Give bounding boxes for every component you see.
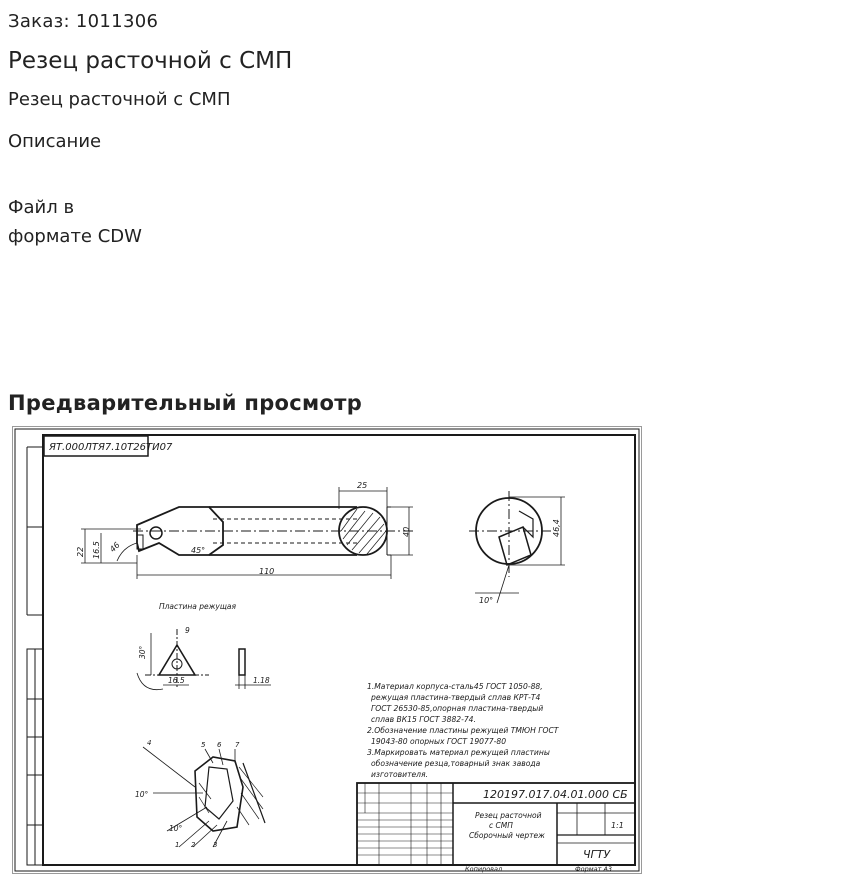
note-line-4: сплав ВК15 ГОСТ 3882-74.: [371, 715, 476, 724]
dim-22: 22: [76, 546, 85, 557]
description-label: Описание: [8, 131, 102, 152]
dim-110: 110: [259, 567, 275, 576]
angle-45: 45°: [191, 546, 206, 555]
note-line-5: 2.Обозначение пластины режущей ТМЮН ГОСТ: [367, 726, 559, 735]
angle-30: 30°: [138, 645, 147, 659]
code-stamp-text: ЯТ.000ЛТЯ7.10Т26ТИ07: [49, 442, 173, 453]
dim-46-4: 46,4: [552, 519, 561, 537]
order-number: Заказ: 1011306: [8, 11, 159, 32]
stamp-scale: 1:1: [611, 821, 624, 830]
page-title: Резец расточной с СМП: [8, 48, 293, 74]
preview-heading: Предварительный просмотр: [8, 391, 363, 415]
angle-46: 46: [108, 540, 122, 555]
plate-detail: [137, 629, 271, 690]
file-format-line2: формате CDW: [8, 226, 142, 247]
tool-main-view: [81, 487, 413, 579]
stamp-organization: ЧГТУ: [583, 848, 611, 861]
callout-6: 6: [217, 741, 222, 749]
angle-10-end: 10°: [479, 596, 494, 605]
stamp-format: Формат А3: [575, 865, 613, 873]
file-format-line1: Файл в: [8, 197, 75, 218]
document-code: 120197.017.04.01.000 СБ: [483, 788, 628, 801]
plate-caption: Пластина режущая: [159, 602, 237, 611]
dim-25: 25: [357, 481, 368, 490]
callout-5: 5: [201, 741, 206, 749]
dim-9: 9: [185, 626, 190, 635]
note-line-2: режущая пластина-твердый сплав КРТ-Т4: [371, 693, 541, 702]
dim-16-5: 16.5: [92, 541, 101, 559]
stamp-name-2: с СМП: [489, 821, 513, 830]
technical-drawing: [13, 427, 641, 873]
technical-notes: [367, 682, 560, 779]
stamp-name-3: Сборочный чертеж: [469, 831, 545, 840]
product-subtitle: Резец расточной с СМП: [8, 89, 231, 110]
stamp-name-1: Резец расточной: [475, 811, 542, 820]
note-line-7: 3.Маркировать материал режущей пластины: [367, 748, 550, 757]
callout-1: 1: [175, 841, 180, 849]
section-view: [143, 747, 265, 847]
note-line-8: обозначение резца,товарный знак завода: [371, 759, 541, 768]
callout-4: 4: [147, 739, 152, 747]
outer-frame: [15, 429, 639, 871]
dim-40: 40: [402, 526, 411, 537]
tool-end-view: [469, 491, 565, 603]
callout-7: 7: [235, 741, 240, 749]
dim-plate-16-5: 16.5: [168, 676, 185, 685]
angle-10-section-b: 10°: [169, 824, 183, 833]
dim-1-18: 1.18: [253, 676, 270, 685]
note-line-6: 19043-80 опорных ГОСТ 19077-80: [371, 737, 507, 746]
angle-10-section: 10°: [135, 790, 149, 799]
preview-image[interactable]: [12, 426, 642, 874]
file-format-info: [8, 193, 142, 251]
callout-2: 2: [191, 841, 196, 849]
left-strip: [27, 447, 43, 865]
note-line-3: ГОСТ 26530-85,опорная пластина-твердый: [371, 704, 544, 713]
callout-3: 3: [213, 841, 218, 849]
note-line-9: изготовителя.: [371, 770, 429, 779]
stamp-copied: Копировал: [465, 865, 503, 873]
note-line-1: 1.Материал корпуса-сталь45 ГОСТ 1050-88,: [367, 682, 543, 691]
